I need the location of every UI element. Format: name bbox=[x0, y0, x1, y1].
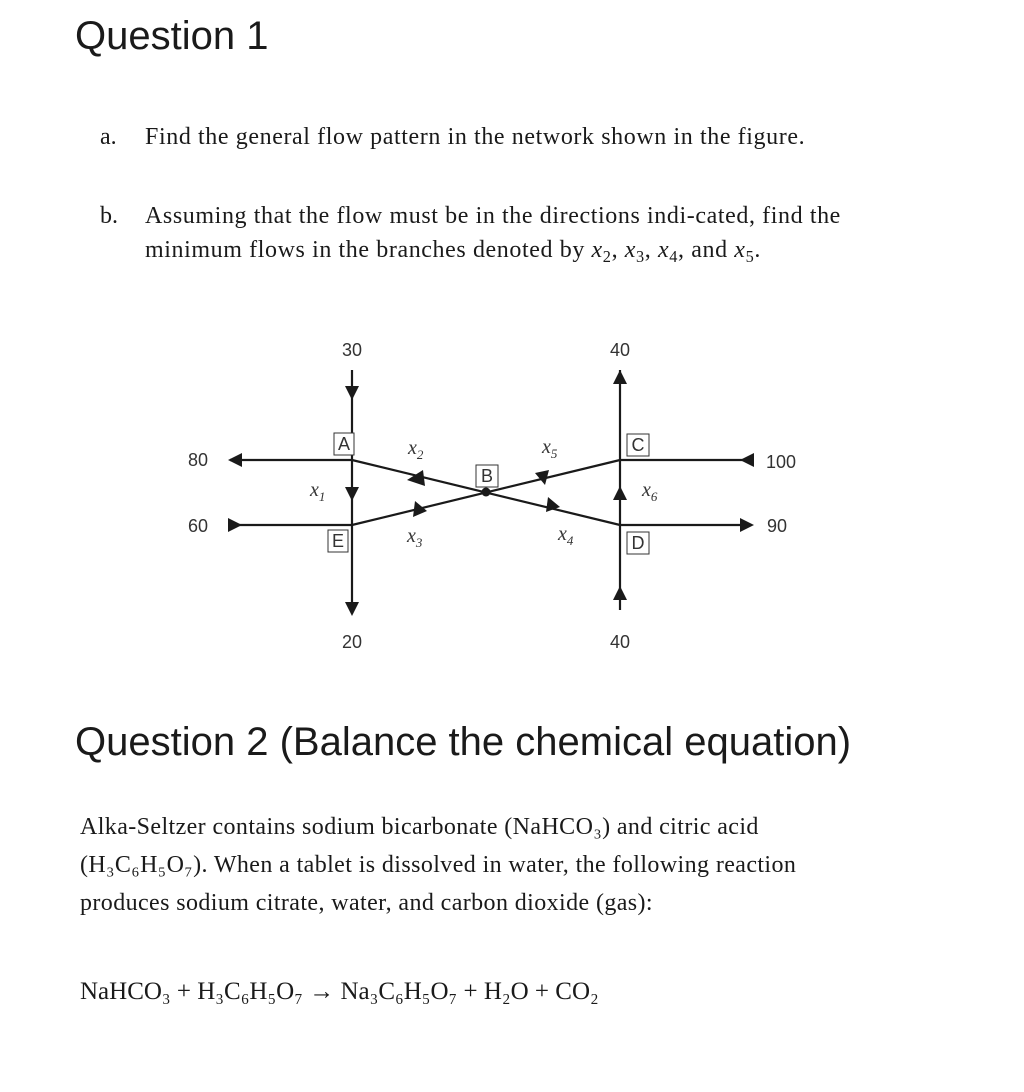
var-x2: x bbox=[591, 237, 603, 263]
node-a-label: A bbox=[337, 434, 351, 454]
question-1b-text-end: . bbox=[754, 237, 761, 263]
flow-60: 60 bbox=[187, 516, 209, 536]
question-2-title: Question 2 (Balance the chemical equation) bbox=[75, 720, 852, 764]
flow-20: 20 bbox=[341, 632, 363, 652]
question-1a-text: Find the general flow pattern in the network shown in the figure. bbox=[145, 124, 806, 150]
arrow-in-30 bbox=[345, 386, 359, 400]
node-c-label: C bbox=[631, 435, 645, 455]
arrow-x1 bbox=[345, 487, 359, 501]
arrow-in-40-bottom bbox=[613, 586, 627, 600]
flow-80: 80 bbox=[187, 450, 209, 470]
question-1b bbox=[100, 199, 910, 267]
arrow-x3 bbox=[413, 501, 427, 517]
branch-label-x5 bbox=[541, 436, 558, 461]
branch-label-x6 bbox=[641, 479, 658, 504]
node-d-label: D bbox=[631, 533, 645, 553]
svg-text:x2: $x_2$ bbox=[408, 437, 424, 462]
svg-text:x6: $x_6$ bbox=[642, 479, 658, 504]
question-2-paragraph: Alka-Seltzer contains sodium bicarbonate (NaHCO₃) and citric acid (H₃C₆H₅O₇). When a tablet is dissolved in water, the following reaction produces sodium citrate, water, and carbon dioxide (gas): bbox=[80, 814, 797, 916]
var-x4: x bbox=[658, 237, 670, 263]
arrow-out-90 bbox=[740, 518, 754, 532]
svg-text:x5: $x_5$ bbox=[542, 436, 558, 461]
item-marker-b: b. bbox=[100, 203, 118, 229]
flow-40-bottom: 40 bbox=[609, 632, 631, 652]
branch-label-x3 bbox=[406, 525, 423, 550]
node-b-label: B bbox=[480, 466, 494, 486]
branch-label-x4 bbox=[557, 523, 574, 548]
arrow-out-20 bbox=[345, 602, 359, 616]
node-b-point bbox=[482, 488, 491, 497]
arrow-in-100 bbox=[740, 453, 754, 467]
flow-90: 90 bbox=[766, 516, 788, 536]
item-marker-a: a. bbox=[100, 124, 117, 150]
flow-network-figure bbox=[150, 320, 830, 680]
arrow-out-80 bbox=[228, 453, 242, 467]
node-e-label: E bbox=[331, 531, 345, 551]
svg-text:x1: $x_1$ bbox=[310, 479, 326, 504]
flow-40-top: 40 bbox=[609, 340, 631, 360]
flow-30: 30 bbox=[341, 340, 363, 360]
question-1a bbox=[100, 120, 910, 154]
svg-text:x4: $x_4$ bbox=[558, 523, 574, 548]
chemical-equation: NaHCO₃ + H₃C₆H₅O₇ → Na₃C₆H₅O₇ + H₂O + CO₂ bbox=[80, 978, 599, 1005]
question-1b-text: Assuming that the flow must be in the directions indi-cated, find the minimum flows in the branches denoted by $x_2$, $x_3$, $x_4$, and $x_5$. bbox=[145, 203, 841, 266]
arrow-out-40-top bbox=[613, 370, 627, 384]
arrow-x2 bbox=[407, 470, 425, 486]
branch-label-x1 bbox=[309, 479, 325, 504]
svg-text:x3: $x_3$ bbox=[407, 525, 423, 550]
var-x5: x bbox=[734, 237, 746, 263]
arrow-x6 bbox=[613, 486, 627, 500]
flow-100: 100 bbox=[765, 452, 797, 472]
var-x3: x bbox=[624, 237, 637, 263]
question-1-title: Question 1 bbox=[75, 14, 269, 58]
question-1b-text-start: Assuming that the flow must be in the directions indi-cated, find the minimum flows in the branches denoted by bbox=[145, 203, 841, 263]
branch-label-x2 bbox=[407, 437, 424, 462]
arrow-in-60 bbox=[228, 518, 242, 532]
arrow-x5 bbox=[535, 470, 549, 485]
